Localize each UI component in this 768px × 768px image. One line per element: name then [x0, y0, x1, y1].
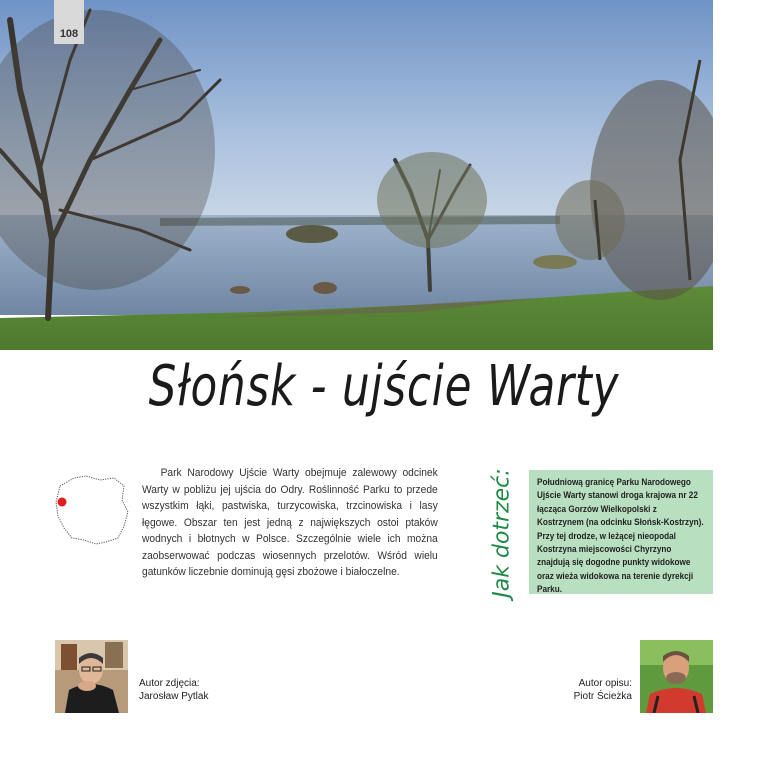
directions-box: [529, 470, 713, 594]
location-dot: [58, 498, 67, 507]
page-title: Słońsk - ujście Warty: [148, 354, 620, 419]
text-credit: Autor opisu: Piotr Ścieżka: [573, 678, 632, 702]
photo-credit: Autor zdjęcia: Jarosław Pytlak: [139, 678, 209, 702]
description-text: Park Narodowy Ujście Warty obejmuje zalewowy odcinek Warty w pobliżu jej ujścia do Odry. Roślinność Parku to przede wszystkim łąki, pastwiska, turzycowiska, trzcinowiska i lasy łęgowe. Obszar ten jest jedną z największych ostoi ptaków wodnych i błotnych w Polsce. Szczególnie wiele ich można zaobserwować podczas wiosennych przelotów. Wśród wielu gatunków liczebnie dominują gęsi zbożowe i białoczelne.: [142, 467, 438, 578]
poland-map: [52, 472, 132, 548]
text-author-avatar: [640, 640, 713, 713]
page-number: 108: [54, 0, 84, 44]
landscape-photo: [0, 0, 713, 350]
photo-author-avatar: [55, 640, 128, 713]
directions-text: Południową granicę Parku Narodowego Ujście Warty stanowi droga krajowa nr 22 łącząca Gorzów Wielkopolski z Kostrzynem (na odcinku Słońsk-Kostrzyn). Przy tej drodze, w leżącej nieopodal Kostrzyna miejscowości Chyrzyno znajdują się dogodne punkty widokowe oraz wieża widokowa na terenie dyrekcji Parku.: [537, 477, 704, 596]
directions-label: Jak dotrzeć:: [489, 468, 515, 598]
